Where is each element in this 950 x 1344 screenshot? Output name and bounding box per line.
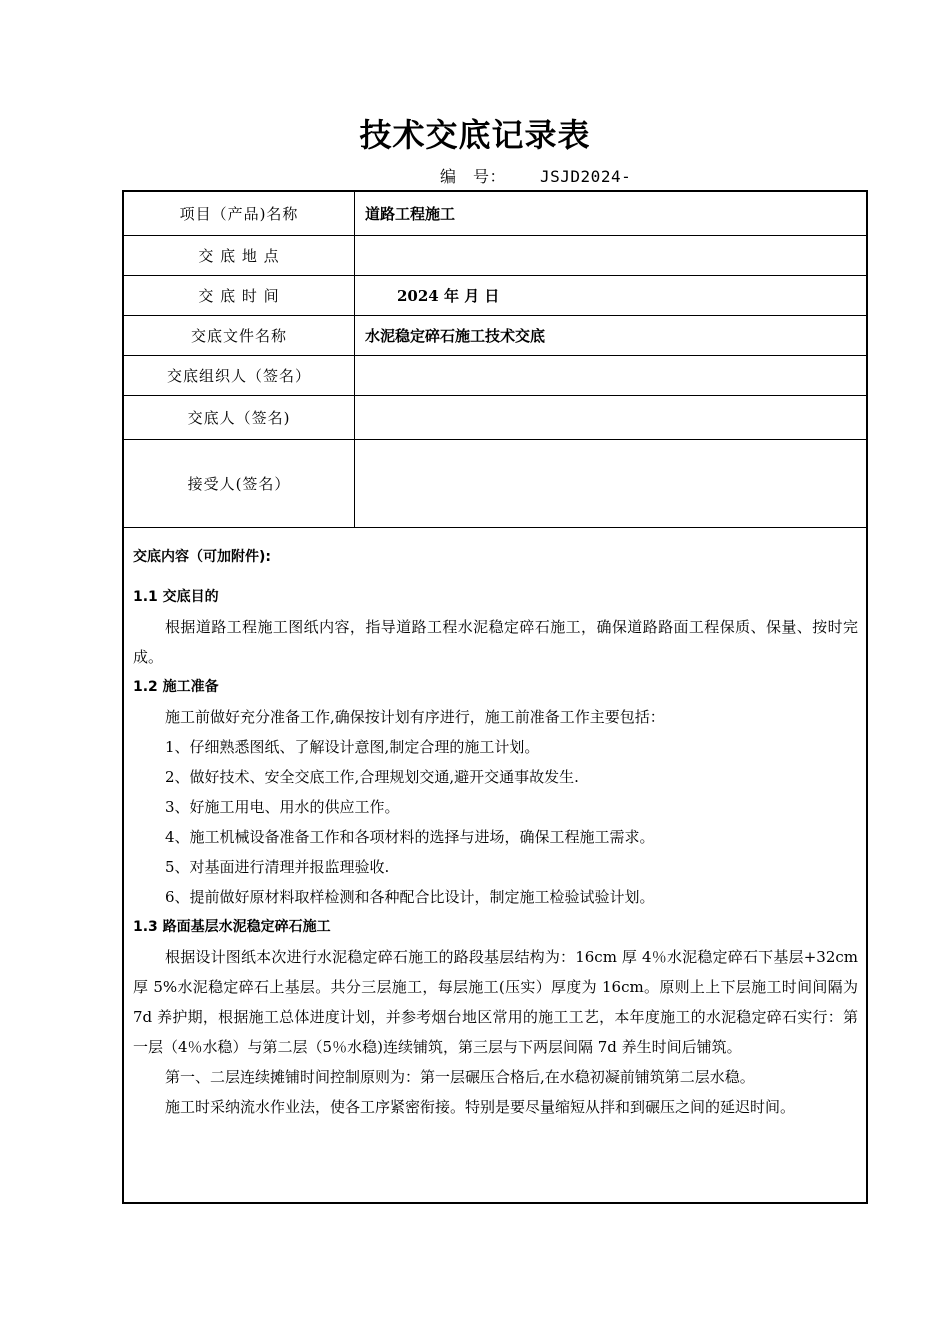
receiver-signature [355, 439, 868, 527]
document-name-label: 交底文件名称 [123, 315, 355, 355]
disclosure-content [123, 527, 867, 1203]
row-content [123, 527, 867, 1203]
row-location [123, 235, 867, 275]
organizer-label: 交底组织人（签名） [123, 355, 355, 395]
disclosure-form-table [122, 190, 868, 1204]
list-item: 4、施工机械设备准备工作和各项材料的选择与进场，确保工程施工需求。 [165, 827, 655, 846]
paragraph: 根据道路工程施工图纸内容，指导道路工程水泥稳定碎石施工，确保道路路面工程保质、保量、按时完成。 [133, 617, 858, 666]
row-document-name [123, 315, 867, 355]
list-item: 6、提前做好原材料取样检测和各种配合比设计，制定施工检验试验计划。 [165, 887, 655, 906]
organizer-signature [355, 355, 868, 395]
project-name-label: 项目（产品)名称 [123, 191, 355, 235]
section-title: 1.3 路面基层水泥稳定碎石施工 [133, 918, 331, 935]
row-receiver [123, 439, 867, 527]
document-title: 技术交底记录表 [359, 116, 591, 154]
paragraph: 第一、二层连续摊铺时间控制原则为：第一层碾压合格后,在水稳初凝前铺筑第二层水稳。 [165, 1067, 755, 1086]
paragraph: 根据设计图纸本次进行水泥稳定碎石施工的路段基层结构为：16cm 厚 4％水泥稳定碎石下基层+32cm 厚 5%水泥稳定碎石上基层。共分三层施工，每层施工(压实）厚度为 16cm。原则上上下层施工时间间隔为 7d 养护期，根据施工总体进度计划，并参考烟台地区常用的施工工艺，本年度施工的水泥稳定碎石实行：第一层（4％水稳）与第二层（5％水稳)连续铺筑，第三层与下两层间隔 7d 养生时间后铺筑。 [133, 947, 858, 1056]
doc-number-value: JSJD2024- [540, 167, 632, 186]
content-heading: 交底内容（可加附件): [133, 548, 271, 565]
presenter-signature [355, 395, 868, 439]
location-label: 交 底 地 点 [123, 235, 355, 275]
location-value [355, 235, 868, 275]
project-name-value: 道路工程施工 [355, 191, 868, 235]
presenter-label: 交底人（签名) [123, 395, 355, 439]
row-presenter [123, 395, 867, 439]
receiver-label: 接受人(签名） [123, 439, 355, 527]
section-title: 1.2 施工准备 [133, 678, 219, 695]
list-item: 2、做好技术、安全交底工作,合理规划交通,避开交通事故发生. [165, 767, 579, 786]
list-item: 5、对基面进行清理并报监理验收. [165, 857, 390, 876]
time-label: 交 底 时 间 [123, 275, 355, 315]
document-number [440, 166, 631, 188]
list-item: 1、仔细熟悉图纸、了解设计意图,制定合理的施工计划。 [165, 737, 540, 756]
paragraph: 施工时采纳流水作业法，使各工序紧密衔接。特别是要尽量缩短从拌和到碾压之间的延迟时间。 [165, 1097, 796, 1116]
list-item: 3、好施工用电、用水的供应工作。 [165, 797, 400, 816]
paragraph: 施工前做好充分准备工作,确保按计划有序进行，施工前准备工作主要包括： [165, 707, 665, 726]
document-name-value: 水泥稳定碎石施工技术交底 [355, 315, 868, 355]
doc-number-label: 编 号： [440, 167, 507, 186]
row-organizer [123, 355, 867, 395]
row-time [123, 275, 867, 315]
row-project-name [123, 191, 867, 235]
time-value: 2024 年 月 日 [355, 275, 868, 315]
section-title: 1.1 交底目的 [133, 588, 219, 605]
